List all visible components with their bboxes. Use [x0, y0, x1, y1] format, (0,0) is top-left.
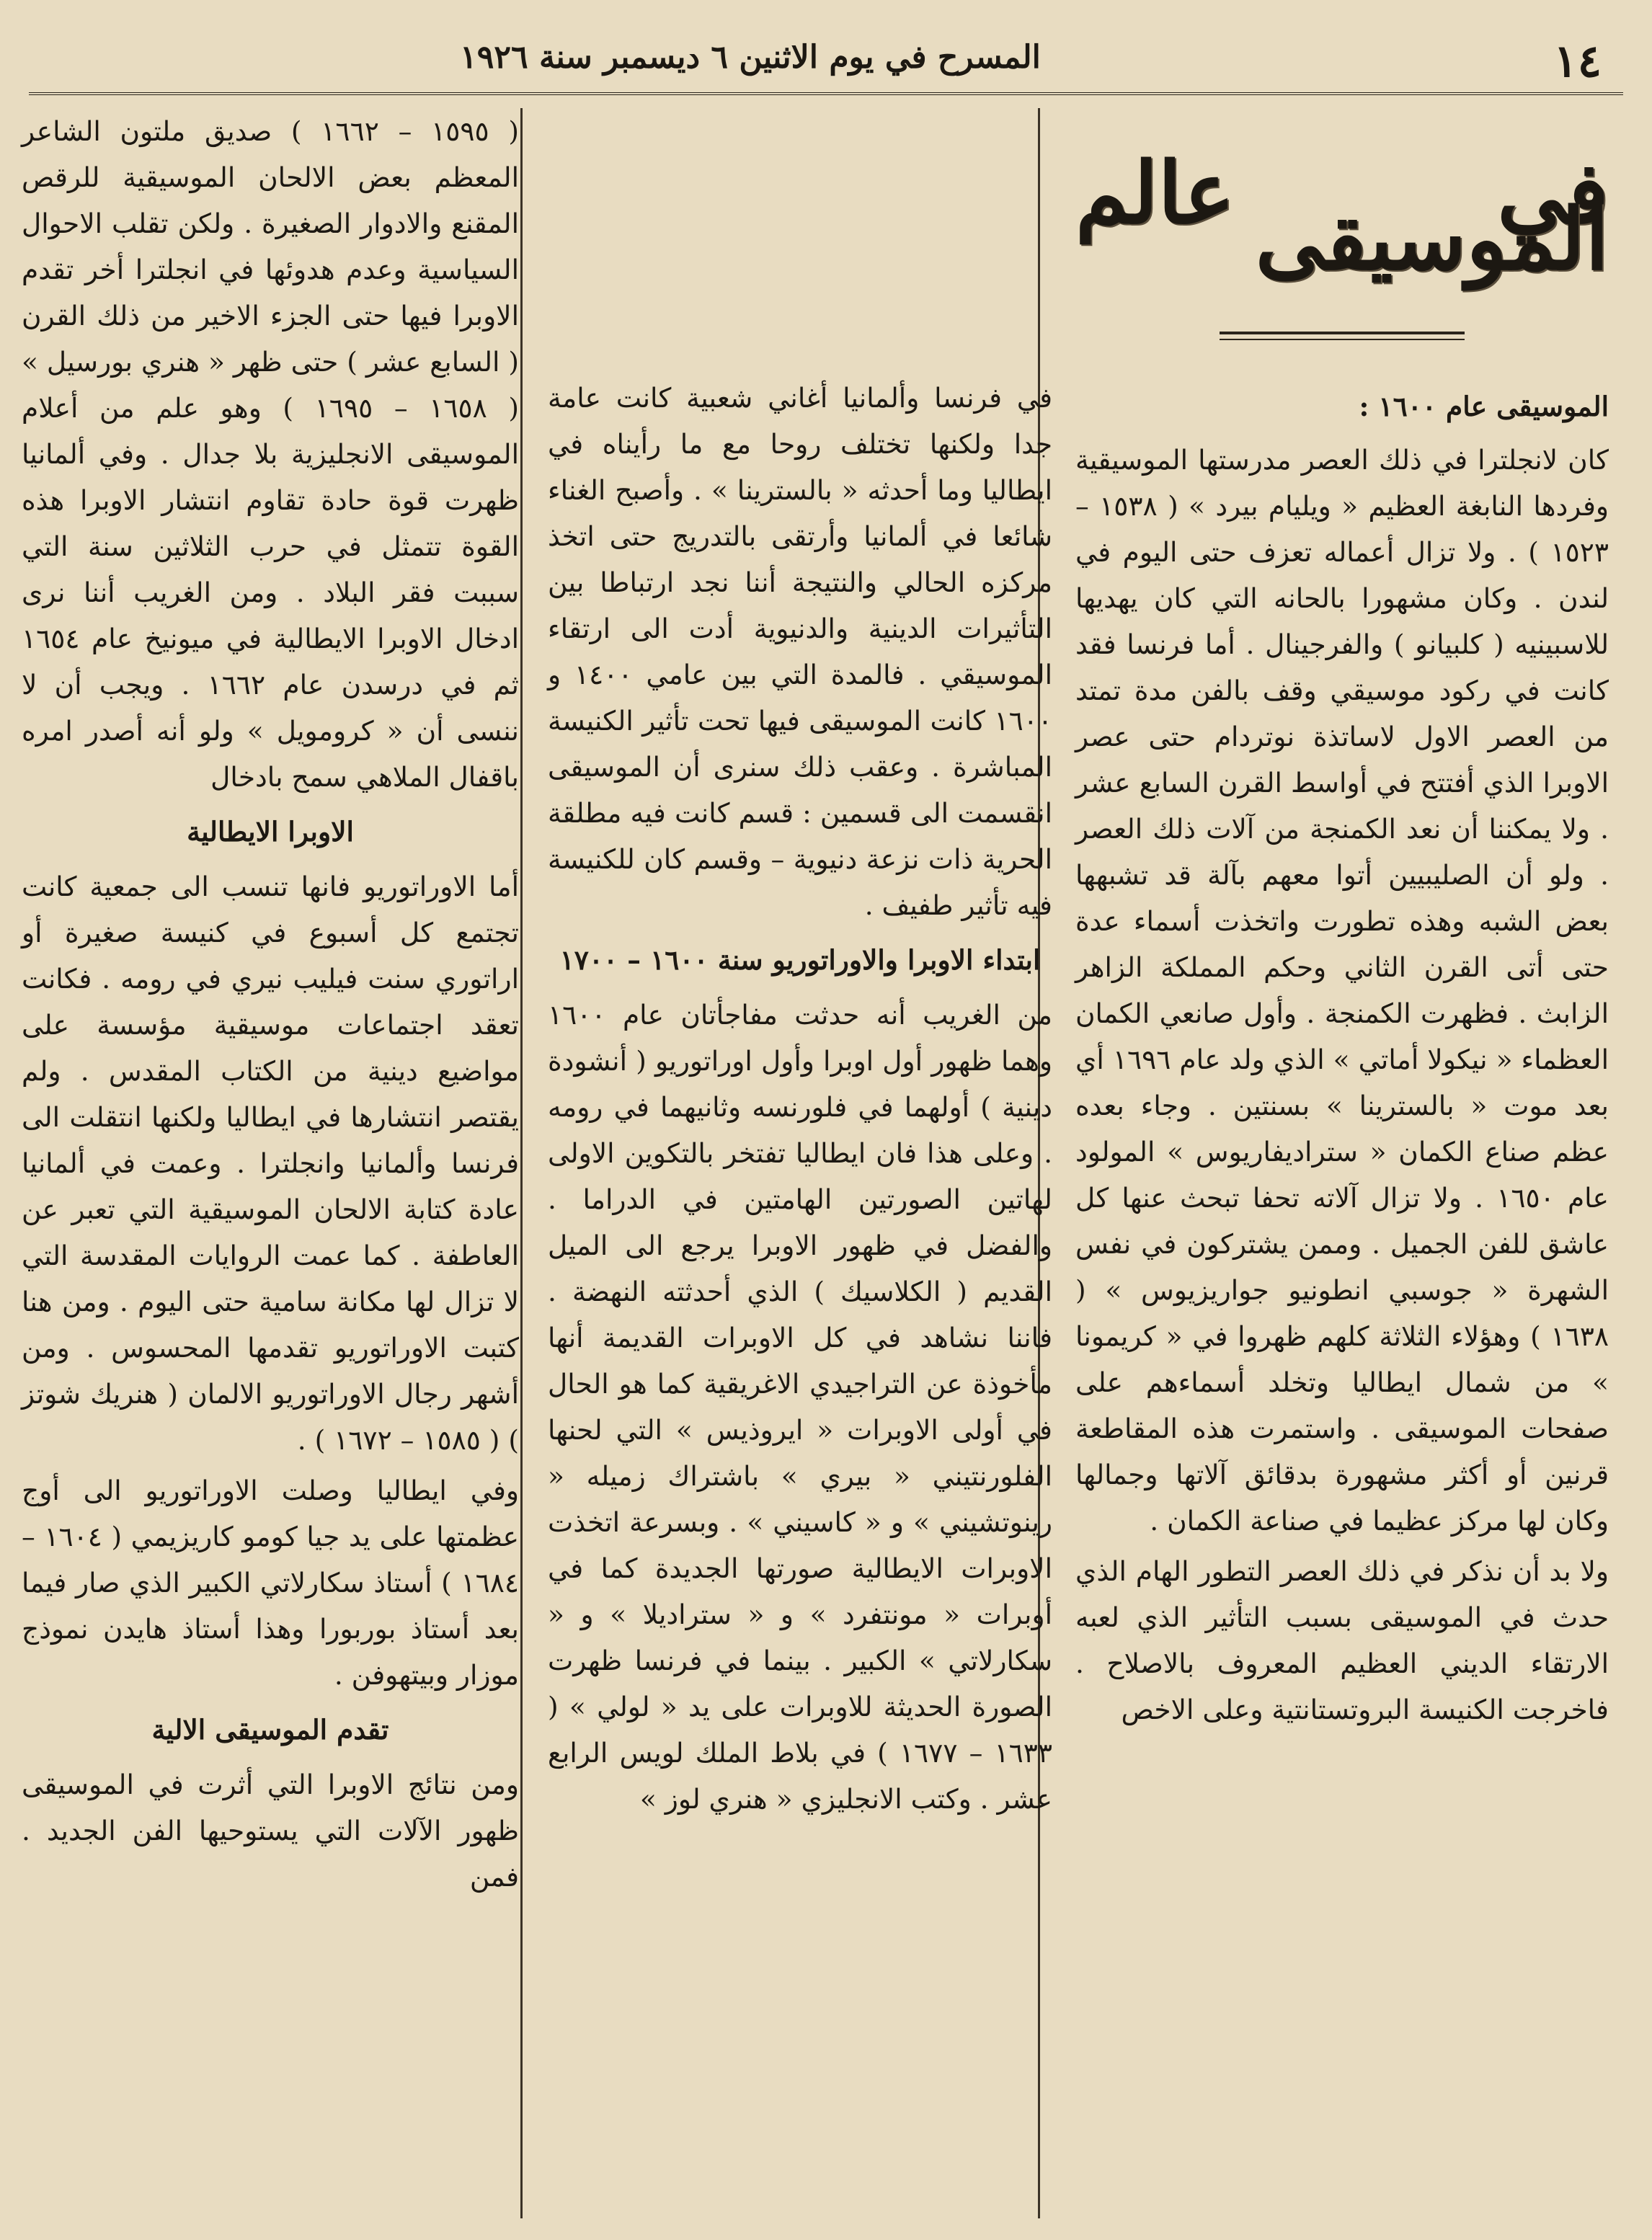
- column-divider: [520, 108, 523, 2218]
- masthead-rule: [1220, 332, 1465, 340]
- header-dateline: المسرح في يوم الاثنين ٦ ديسمبر سنة ١٩٢٦: [460, 39, 1041, 76]
- page-header: [29, 27, 1623, 95]
- paragraph: ولا بد أن نذكر في ذلك العصر التطور الهام الذي حدث في الموسيقى بسبب التأثير الذي لعبه الارتقاء الديني العظيم المعروف بالاصلاح . فاخرجت الكنيسة البروتستانتية وعلى الاخص: [1075, 1555, 1609, 1725]
- paragraph: أما الاوراتوريو فانها تنسب الى جمعية كانت تجتمع كل أسبوع في كنيسة صغيرة أو اراتوري سنت فيليب نيري في رومه . فكانت تعقد اجتماعات موسيقية مؤسسة على مواضيع دينية من الكتاب المقدس . ولم يقتصر انتشارها في ايطاليا ولكنها انتقلت الى فرنسا وألمانيا وانجلترا . وعمت في ألمانيا عادة كتابة الالحان الموسيقية التي تعبر عن العاطفة . كما عمت الروايات المقدسة التي لا تزال لها مكانة سامية حتى اليوم . ومن هنا كتبت الاوراتوريو تقدمها المحسوس . ومن أشهر رجال الاوراتوريو الالمان ( هنريك شوتز ) ( ١٥٨٥ – ١٦٧٢ ) .: [22, 871, 519, 1456]
- article-column-3: [22, 108, 519, 2218]
- paragraph: ( ١٥٩٥ – ١٦٦٢ ) صديق ملتون الشاعر المعظم بعض الالحان الموسيقية للرقص المقنع والادوار الصغيرة . ولكن تقلب الاحوال السياسية وعدم هدوئها في انجلترا أخر تقدم الاوبرا فيها حتى الجزء الاخير من ذلك القرن ( السابع عشر ) حتى ظهر « هنري بورسيل » ( ١٦٥٨ – ١٦٩٥ ) وهو علم من أعلام الموسيقى الانجليزية بلا جدال . وفي ألمانيا ظهرت قوة حادة تقاوم انتشار الاوبرا هذه القوة تتمثل في حرب الثلاثين سنة التي سببت فقر البلاد . ومن الغريب أننا نرى ادخال الاوبرا الايطالية في ميونيخ عام ١٦٥٤ ثم في درسدن عام ١٦٦٢ . ويجب أن لا ننسى أن « كرومويل » ولو أنه أصدر امره باقفال الملاهي سمح بادخال: [22, 115, 519, 793]
- article-column-1: [1075, 108, 1609, 2218]
- page-number: ١٤: [1553, 35, 1602, 87]
- section-subhead: الاوبرا الايطالية: [187, 816, 354, 848]
- section-subhead: تقدم الموسيقى الالية: [151, 1714, 389, 1746]
- article-column-2: [548, 108, 1052, 2218]
- masthead-title: في عالم الموسيقى: [1075, 143, 1609, 289]
- paragraph: من الغريب أنه حدثت مفاجأتان عام ١٦٠٠ وهما ظهور أول اوبرا وأول اوراتوريو ( أنشودة دينية ) أولهما في فلورنسه وثانيهما في رومه . وعلى هذا فان ايطاليا تفتخر بالتكوين الاولى لهاتين الصورتين الهامتين في الدراما . والفضل في ظهور الاوبرا يرجع الى الميل القديم ( الكلاسيك ) الذي أحدثته النهضة . فاننا نشاهد في كل الاوبرات القديمة أنها مأخوذة عن التراجيدي الاغريقية كما هو الحال في أولى الاوبرات « ايروذيس » التي لحنها الفلورنتيني « بيري » باشتراك زميله « رينوتشيني » و « كاسيني » . وبسرعة اتخذت الاوبرات الايطالية صورتها الجديدة كما في أوبرات « مونتفرد » و « ستراديلا » و « سكارلاتي » الكبير . بينما في فرنسا ظهرت الصورة الحديثة للاوبرات على يد « لولي » ( ١٦٣٣ – ١٦٧٧ ) في بلاط الملك لويس الرابع عشر . وكتب الانجليزي « هنري لوز »: [548, 999, 1053, 1815]
- paragraph: وفي ايطاليا وصلت الاوراتوريو الى أوج عظمتها على يد جيا كومو كاريزيمي ( ١٦٠٤ – ١٦٨٤ ) أستاذ سكارلاتي الكبير الذي صار فيما بعد أستاذ بوربورا وهذا أستاذ هايدن نموذج موزار وبيتهوفن .: [22, 1475, 520, 1691]
- paragraph: ومن نتائج الاوبرا التي أثرت في الموسيقى ظهور الآلات التي يستوحيها الفن الجديد . فمن: [22, 1769, 519, 1893]
- section-subhead: ابتداء الاوبرا والاوراتوريو سنة ١٦٠٠ – ١٧٠٠: [559, 944, 1041, 976]
- paragraph: في فرنسا وألمانيا أغاني شعبية كانت عامة جدا ولكنها تختلف روحا مع ما رأيناه في ايطاليا وما أحدثه « بالسترينا » . وأصبح الغناء شائعا في ألمانيا وأرتقى بالتدريج حتى اتخذ مركزه الحالي والنتيجة أننا نجد ارتباطا بين التأثيرات الدينية والدنيوية أدت الى ارتقاء الموسيقي . فالمدة التي بين عامي ١٤٠٠ و ١٦٠٠ كانت الموسيقى فيها تحت تأثير الكنيسة المباشرة . وعقب ذلك سنرى أن الموسيقى انقسمت الى قسمين : قسم كانت فيه مطلقة الحرية ذات نزعة دنيوية – وقسم كان للكنيسة فيه تأثير طفيف .: [548, 382, 1052, 921]
- paragraph: كان لانجلترا في ذلك العصر مدرستها الموسيقية وفردها النابغة العظيم « ويليام بيرد » ( ١٥٣٨ – ١٥٢٣ ) . ولا تزال أعماله تعزف حتى اليوم في لندن . وكان مشهورا بالحانه التي كان يهديها للاسبينيه ( كلبيانو ) والفرجينال . أما فرنسا فقد كانت في ركود موسيقي وقف بالفن مدة تمتد من العصر الاول لاساتذة نوتردام حتى عصر الاوبرا الذي أفتتح في أواسط القرن السابع عشر . ولا يمكننا أن نعد الكمنجة من آلات ذلك العصر . ولو أن الصليبيين أتوا معهم بآلة قد تشبهها بعض الشبه وهذه تطورت واتخذت أسماء عدة حتى أتى القرن الثاني وحكم المملكة الزاهر الزابث . فظهرت الكمنجة . وأول صانعي الكمان العظماء « نيكولا أماتي » الذي ولد عام ١٦٩٦ أي بعد موت « بالسترينا » بسنتين . وجاء بعده عظم صناع الكمان « ستراديفاريوس » المولود عام ١٦٥٠ . ولا تزال آلاته تحفا تبحث عنها كل عاشق للفن الجميل . وممن يشتركون في نفس الشهرة « جوسبي انطونيو جواريزيوس » ( ١٦٣٨ ) وهؤلاء الثلاثة كلهم ظهروا في « كريمونا » من شمال ايطاليا وتخلد أسماءهم على صفحات الموسيقى . واستمرت هذه المقاطعة قرنين أو أكثر مشهورة بدقائق آلاتها وجمالها وكان لها مركز عظيما في صناعة الكمان .: [1075, 444, 1609, 1537]
- section-subhead: الموسيقى عام ١٦٠٠ :: [1359, 391, 1609, 422]
